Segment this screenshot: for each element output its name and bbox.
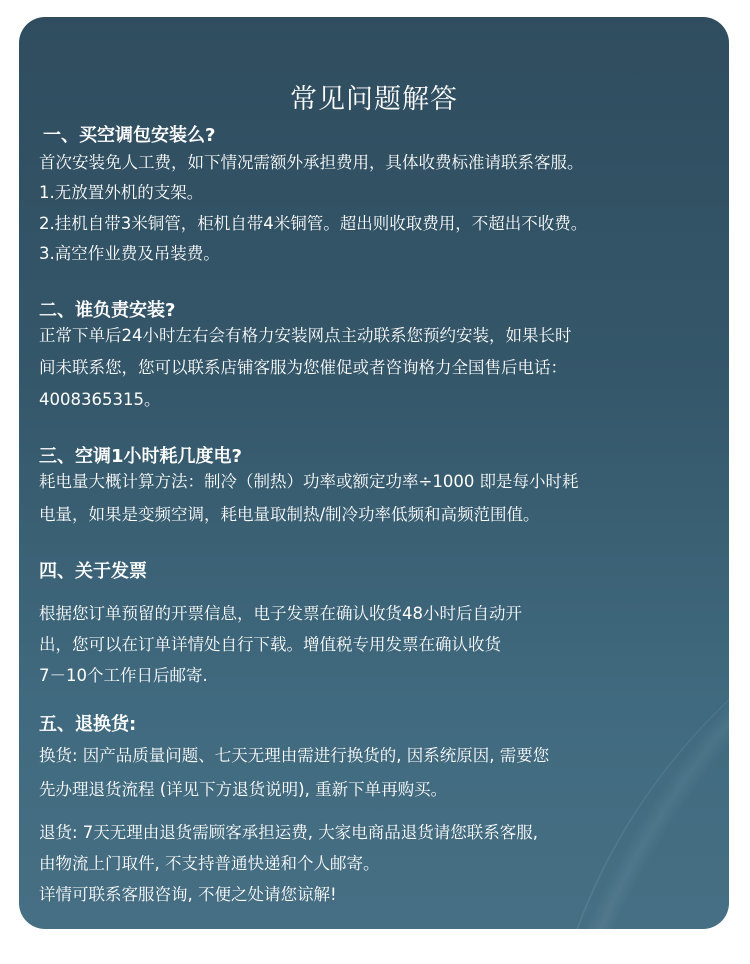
- section-heading: 一、买空调包安装么?: [43, 125, 216, 146]
- section-line: 详情可联系客服咨询, 不便之处请您谅解!: [39, 885, 337, 904]
- section-line: 1.无放置外机的支架。: [39, 183, 204, 202]
- section-line: 首次安装免人工费，如下情况需额外承担费用，具体收费标准请联系客服。: [39, 153, 584, 172]
- page-title: 常见问题解答: [290, 84, 458, 116]
- section-line: 出，您可以在订单详情处自行下载。增值税专用发票在确认收货: [39, 635, 501, 654]
- section-line: 由物流上门取件, 不支持普通快递和个人邮寄。: [39, 854, 380, 873]
- section-line: 退货: 7天无理由退货需顾客承担运费, 大家电商品退货请您联系客服,: [39, 823, 539, 842]
- section-line: 先办理退货流程 (详见下方退货说明), 重新下单再购买。: [39, 780, 448, 799]
- section-line: 2.挂机自带3米铜管，柜机自带4米铜管。超出则收取费用，不超出不收费。: [39, 214, 588, 233]
- section-heading: 三、空调1小时耗几度电?: [39, 446, 242, 467]
- section-line: 3.高空作业费及吊装费。: [39, 244, 220, 263]
- section-line: 耗电量大概计算方法：制冷（制热）功率或额定功率÷1000 即是每小时耗: [39, 472, 579, 491]
- section-heading: 二、谁负责安装?: [39, 300, 176, 321]
- section-line: 电量，如果是变频空调，耗电量取制热/制冷功率低频和高频范围值。: [39, 505, 540, 524]
- section-heading: 四、关于发票: [39, 561, 147, 582]
- faq-card: [19, 17, 729, 929]
- section-line: 7－10个工作日后邮寄.: [39, 666, 208, 685]
- section-line: 正常下单后24小时左右会有格力安装网点主动联系您预约安装，如果长时: [39, 326, 572, 345]
- section-phone: 4008365315。: [39, 390, 161, 409]
- section-line: 根据您订单预留的开票信息，电子发票在确认收货48小时后自动开: [39, 604, 522, 623]
- section-line: 间未联系您，您可以联系店铺客服为您催促或者咨询格力全国售后电话：: [39, 358, 567, 377]
- section-line: 换货: 因产品质量问题、七天无理由需进行换货的, 因系统原因, 需要您: [39, 746, 550, 765]
- section-heading: 五、退换货:: [39, 714, 137, 735]
